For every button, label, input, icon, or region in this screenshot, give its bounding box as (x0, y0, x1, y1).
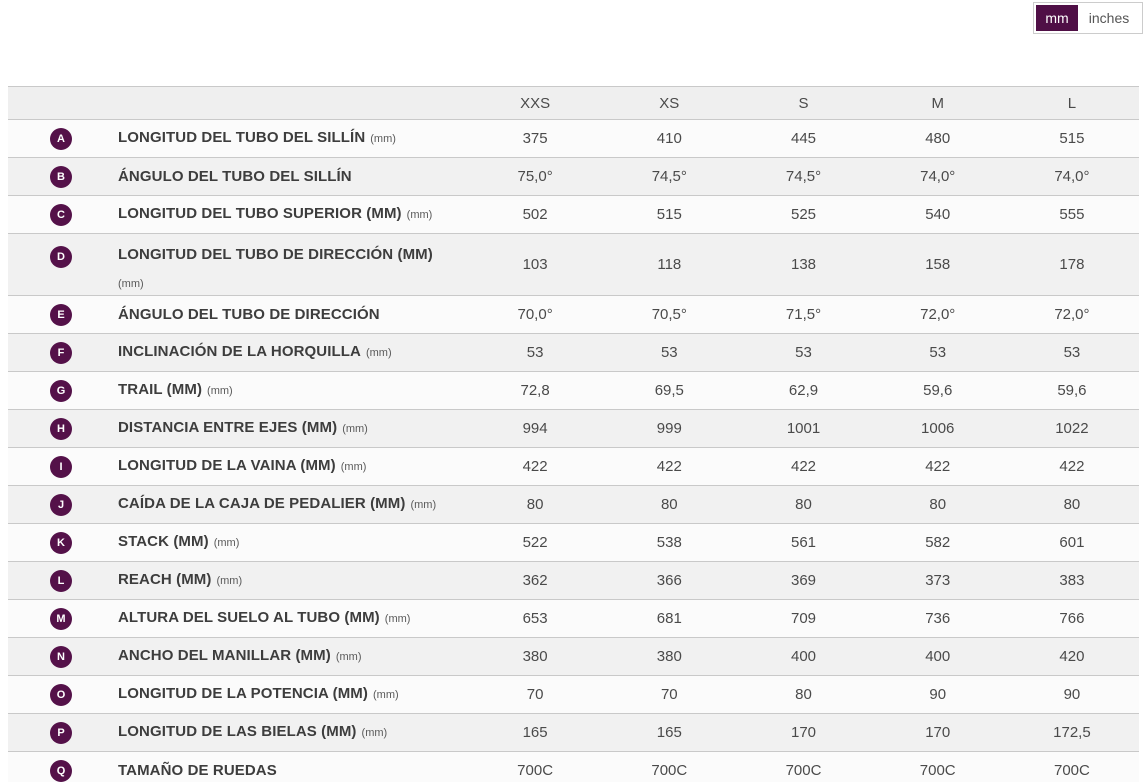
table-row (8, 296, 1139, 334)
spec-value: 165 (522, 724, 548, 741)
row-label-area (8, 456, 468, 478)
row-letter-badge: I (50, 456, 72, 478)
label-wrap (118, 495, 436, 514)
spec-value: 103 (522, 256, 548, 273)
spec-label: LONGITUD DEL TUBO SUPERIOR (MM) (118, 205, 402, 222)
spec-value: 422 (522, 458, 548, 475)
spec-value: 700C (517, 762, 554, 779)
spec-value: 380 (522, 648, 548, 665)
spec-value: 681 (656, 610, 682, 627)
geometry-table (8, 86, 1139, 782)
spec-value: 70 (660, 686, 678, 703)
table-row (8, 600, 1139, 638)
spec-value: 736 (925, 610, 951, 627)
row-letter-badge: H (50, 418, 72, 440)
spec-value: 525 (790, 206, 817, 223)
row-letter-badge: J (50, 494, 72, 516)
table-row (8, 562, 1139, 600)
spec-label: DISTANCIA ENTRE EJES (MM) (118, 419, 338, 436)
table-row (8, 158, 1139, 196)
table-row (8, 334, 1139, 372)
spec-unit-suffix: (mm) (342, 423, 368, 435)
spec-value: 1006 (921, 420, 955, 437)
spec-label: LONGITUD DEL TUBO DE DIRECCIÓN (MM) (118, 245, 433, 263)
spec-value: 53 (929, 344, 947, 361)
row-letter-badge: L (50, 570, 72, 592)
row-label-area (8, 166, 468, 188)
spec-value: 80 (929, 496, 947, 513)
mm-toggle-button[interactable]: mm (1036, 5, 1078, 31)
label-wrap (118, 533, 239, 552)
spec-value: 362 (522, 572, 548, 589)
spec-value: 515 (656, 206, 682, 223)
label-wrap (118, 246, 433, 293)
table-row (8, 448, 1139, 486)
spec-label: LONGITUD DE LA POTENCIA (MM) (118, 685, 368, 702)
spec-label: ÁNGULO DEL TUBO DEL SILLÍN (118, 167, 352, 185)
table-row (8, 120, 1139, 158)
spec-value: 700C (919, 762, 956, 779)
row-label-area (8, 684, 468, 706)
spec-value: 369 (790, 572, 817, 589)
spec-value: 80 (795, 686, 812, 703)
spec-value: 502 (522, 206, 548, 223)
spec-value: 138 (790, 256, 817, 273)
spec-unit-suffix: (mm) (118, 277, 144, 290)
row-letter-badge: B (50, 166, 72, 188)
spec-unit-suffix: (mm) (365, 347, 392, 359)
spec-unit-suffix: (mm) (213, 537, 240, 549)
spec-label: CAÍDA DE LA CAJA DE PEDALIER (MM) (118, 495, 406, 512)
spec-value: 422 (1059, 458, 1085, 475)
spec-value: 445 (790, 130, 817, 147)
spec-value: 80 (795, 496, 812, 513)
spec-value: 172,5 (1053, 724, 1091, 741)
spec-value: 70,5° (651, 306, 687, 323)
spec-value: 383 (1059, 572, 1085, 589)
row-label-area (8, 494, 468, 516)
column-header-m: M (931, 94, 944, 112)
label-wrap (118, 419, 368, 438)
label-wrap (118, 168, 352, 186)
spec-value: 540 (925, 206, 951, 223)
spec-value: 74,0° (920, 168, 956, 185)
table-row (8, 486, 1139, 524)
spec-value: 422 (790, 458, 817, 475)
spec-value: 410 (656, 130, 682, 147)
spec-value: 380 (656, 648, 682, 665)
row-letter-badge: K (50, 532, 72, 554)
row-label-area (8, 532, 468, 554)
spec-value: 90 (929, 686, 947, 703)
row-letter-badge: N (50, 646, 72, 668)
spec-value: 53 (660, 344, 678, 361)
label-wrap (118, 306, 380, 324)
spec-label: ANCHO DEL MANILLAR (MM) (118, 647, 331, 664)
spec-unit-suffix: (mm) (410, 499, 437, 511)
spec-value: 700C (1053, 762, 1090, 779)
row-letter-badge: M (50, 608, 72, 630)
spec-value: 400 (790, 648, 817, 665)
spec-value: 515 (1059, 130, 1085, 147)
spec-unit-suffix: (mm) (335, 651, 362, 663)
spec-label: TRAIL (MM) (118, 381, 203, 398)
spec-value: 373 (925, 572, 951, 589)
spec-unit-suffix: (mm) (340, 461, 367, 473)
row-label-area (8, 304, 468, 326)
spec-value: 994 (522, 420, 548, 437)
label-wrap (118, 571, 242, 590)
row-label-area (8, 570, 468, 592)
row-letter-badge: Q (50, 760, 72, 782)
spec-value: 59,6 (1057, 382, 1087, 399)
spec-unit-suffix: (mm) (406, 209, 433, 221)
spec-label: LONGITUD DE LAS BIELAS (MM) (118, 723, 357, 740)
spec-value: 158 (925, 256, 951, 273)
header-label-spacer (8, 87, 468, 119)
spec-value: 555 (1059, 206, 1085, 223)
row-label-area (8, 128, 468, 150)
spec-value: 375 (522, 130, 548, 147)
row-letter-badge: O (50, 684, 72, 706)
table-body (8, 120, 1139, 782)
unit-toggle (1033, 2, 1143, 34)
spec-value: 170 (925, 724, 951, 741)
row-label-area (8, 204, 468, 226)
spec-value: 582 (925, 534, 951, 551)
row-letter-badge: G (50, 380, 72, 402)
spec-value: 53 (795, 344, 812, 361)
row-letter-badge: D (50, 246, 72, 268)
table-row (8, 638, 1139, 676)
label-wrap (118, 723, 387, 742)
table-row (8, 410, 1139, 448)
spec-value: 480 (925, 130, 951, 147)
row-label-area (8, 722, 468, 744)
spec-value: 69,5 (654, 382, 684, 399)
spec-value: 366 (656, 572, 682, 589)
spec-value: 59,6 (923, 382, 953, 399)
spec-label: TAMAÑO DE RUEDAS (118, 761, 277, 779)
spec-value: 70 (526, 686, 544, 703)
spec-value: 700C (785, 762, 822, 779)
spec-value: 75,0° (517, 168, 553, 185)
spec-value: 766 (1059, 610, 1085, 627)
table-row (8, 676, 1139, 714)
spec-value: 1001 (786, 420, 821, 437)
row-letter-badge: F (50, 342, 72, 364)
spec-value: 400 (925, 648, 951, 665)
table-row (8, 372, 1139, 410)
row-label-area (8, 760, 468, 782)
spec-value: 72,8 (520, 382, 550, 399)
spec-value: 709 (790, 610, 817, 627)
column-header-xxs: XXS (520, 94, 551, 112)
label-wrap (118, 609, 410, 628)
row-letter-badge: E (50, 304, 72, 326)
spec-unit-suffix: (mm) (216, 575, 243, 587)
table-row (8, 234, 1139, 296)
spec-value: 80 (660, 496, 678, 513)
spec-unit-suffix: (mm) (370, 133, 396, 145)
inches-toggle-button[interactable]: inches (1078, 5, 1140, 31)
column-header-l: L (1067, 94, 1077, 112)
label-wrap (118, 762, 277, 780)
spec-value: 53 (526, 344, 544, 361)
spec-value: 70,0° (517, 306, 553, 323)
spec-unit-suffix: (mm) (373, 689, 399, 701)
spec-value: 74,5° (651, 168, 687, 185)
row-letter-badge: A (50, 128, 72, 150)
spec-value: 601 (1059, 534, 1085, 551)
label-wrap (118, 647, 361, 666)
table-row (8, 752, 1139, 782)
spec-value: 522 (522, 534, 548, 551)
spec-value: 178 (1059, 256, 1085, 273)
spec-value: 165 (656, 724, 682, 741)
spec-label: STACK (MM) (118, 533, 209, 550)
label-wrap (118, 129, 396, 148)
spec-value: 422 (656, 458, 682, 475)
table-header-row (8, 86, 1139, 120)
spec-value: 538 (656, 534, 682, 551)
spec-value: 999 (656, 420, 682, 437)
spec-value: 80 (526, 496, 544, 513)
spec-value: 170 (790, 724, 817, 741)
label-wrap (118, 205, 432, 224)
spec-value: 72,0° (1054, 306, 1090, 323)
table-row (8, 714, 1139, 752)
spec-unit-suffix: (mm) (361, 727, 388, 739)
spec-label: ÁNGULO DEL TUBO DE DIRECCIÓN (118, 305, 380, 323)
row-letter-badge: P (50, 722, 72, 744)
spec-label: ALTURA DEL SUELO AL TUBO (MM) (118, 609, 380, 626)
spec-value: 62,9 (788, 382, 819, 399)
label-wrap (118, 457, 366, 476)
spec-value: 700C (651, 762, 688, 779)
spec-value: 653 (522, 610, 548, 627)
spec-unit-suffix: (mm) (384, 613, 411, 625)
column-header-xs: XS (659, 94, 680, 112)
row-label-area (8, 418, 468, 440)
row-label-area (8, 342, 468, 364)
row-label-area (8, 646, 468, 668)
row-letter-badge: C (50, 204, 72, 226)
label-wrap (118, 343, 392, 362)
row-label-area (8, 380, 468, 402)
spec-value: 561 (790, 534, 817, 551)
table-row (8, 524, 1139, 562)
spec-value: 53 (1063, 344, 1081, 361)
label-wrap (118, 685, 399, 704)
spec-value: 80 (1063, 496, 1081, 513)
spec-label: LONGITUD DEL TUBO DEL SILLÍN (118, 129, 366, 146)
table-row (8, 196, 1139, 234)
spec-value: 72,0° (920, 306, 956, 323)
spec-value: 74,0° (1054, 168, 1090, 185)
spec-value: 420 (1059, 648, 1085, 665)
spec-unit-suffix: (mm) (207, 385, 233, 397)
row-label-area (8, 237, 468, 293)
column-header-s: S (798, 94, 809, 112)
spec-value: 422 (925, 458, 951, 475)
spec-value: 90 (1063, 686, 1081, 703)
spec-label: REACH (MM) (118, 571, 212, 588)
spec-label: INCLINACIÓN DE LA HORQUILLA (118, 343, 361, 360)
spec-label: LONGITUD DE LA VAINA (MM) (118, 457, 336, 474)
spec-value: 71,5° (785, 306, 822, 323)
spec-value: 1022 (1055, 420, 1089, 437)
label-wrap (118, 381, 233, 400)
spec-value: 118 (657, 256, 682, 273)
row-label-area (8, 608, 468, 630)
spec-value: 74,5° (785, 168, 822, 185)
